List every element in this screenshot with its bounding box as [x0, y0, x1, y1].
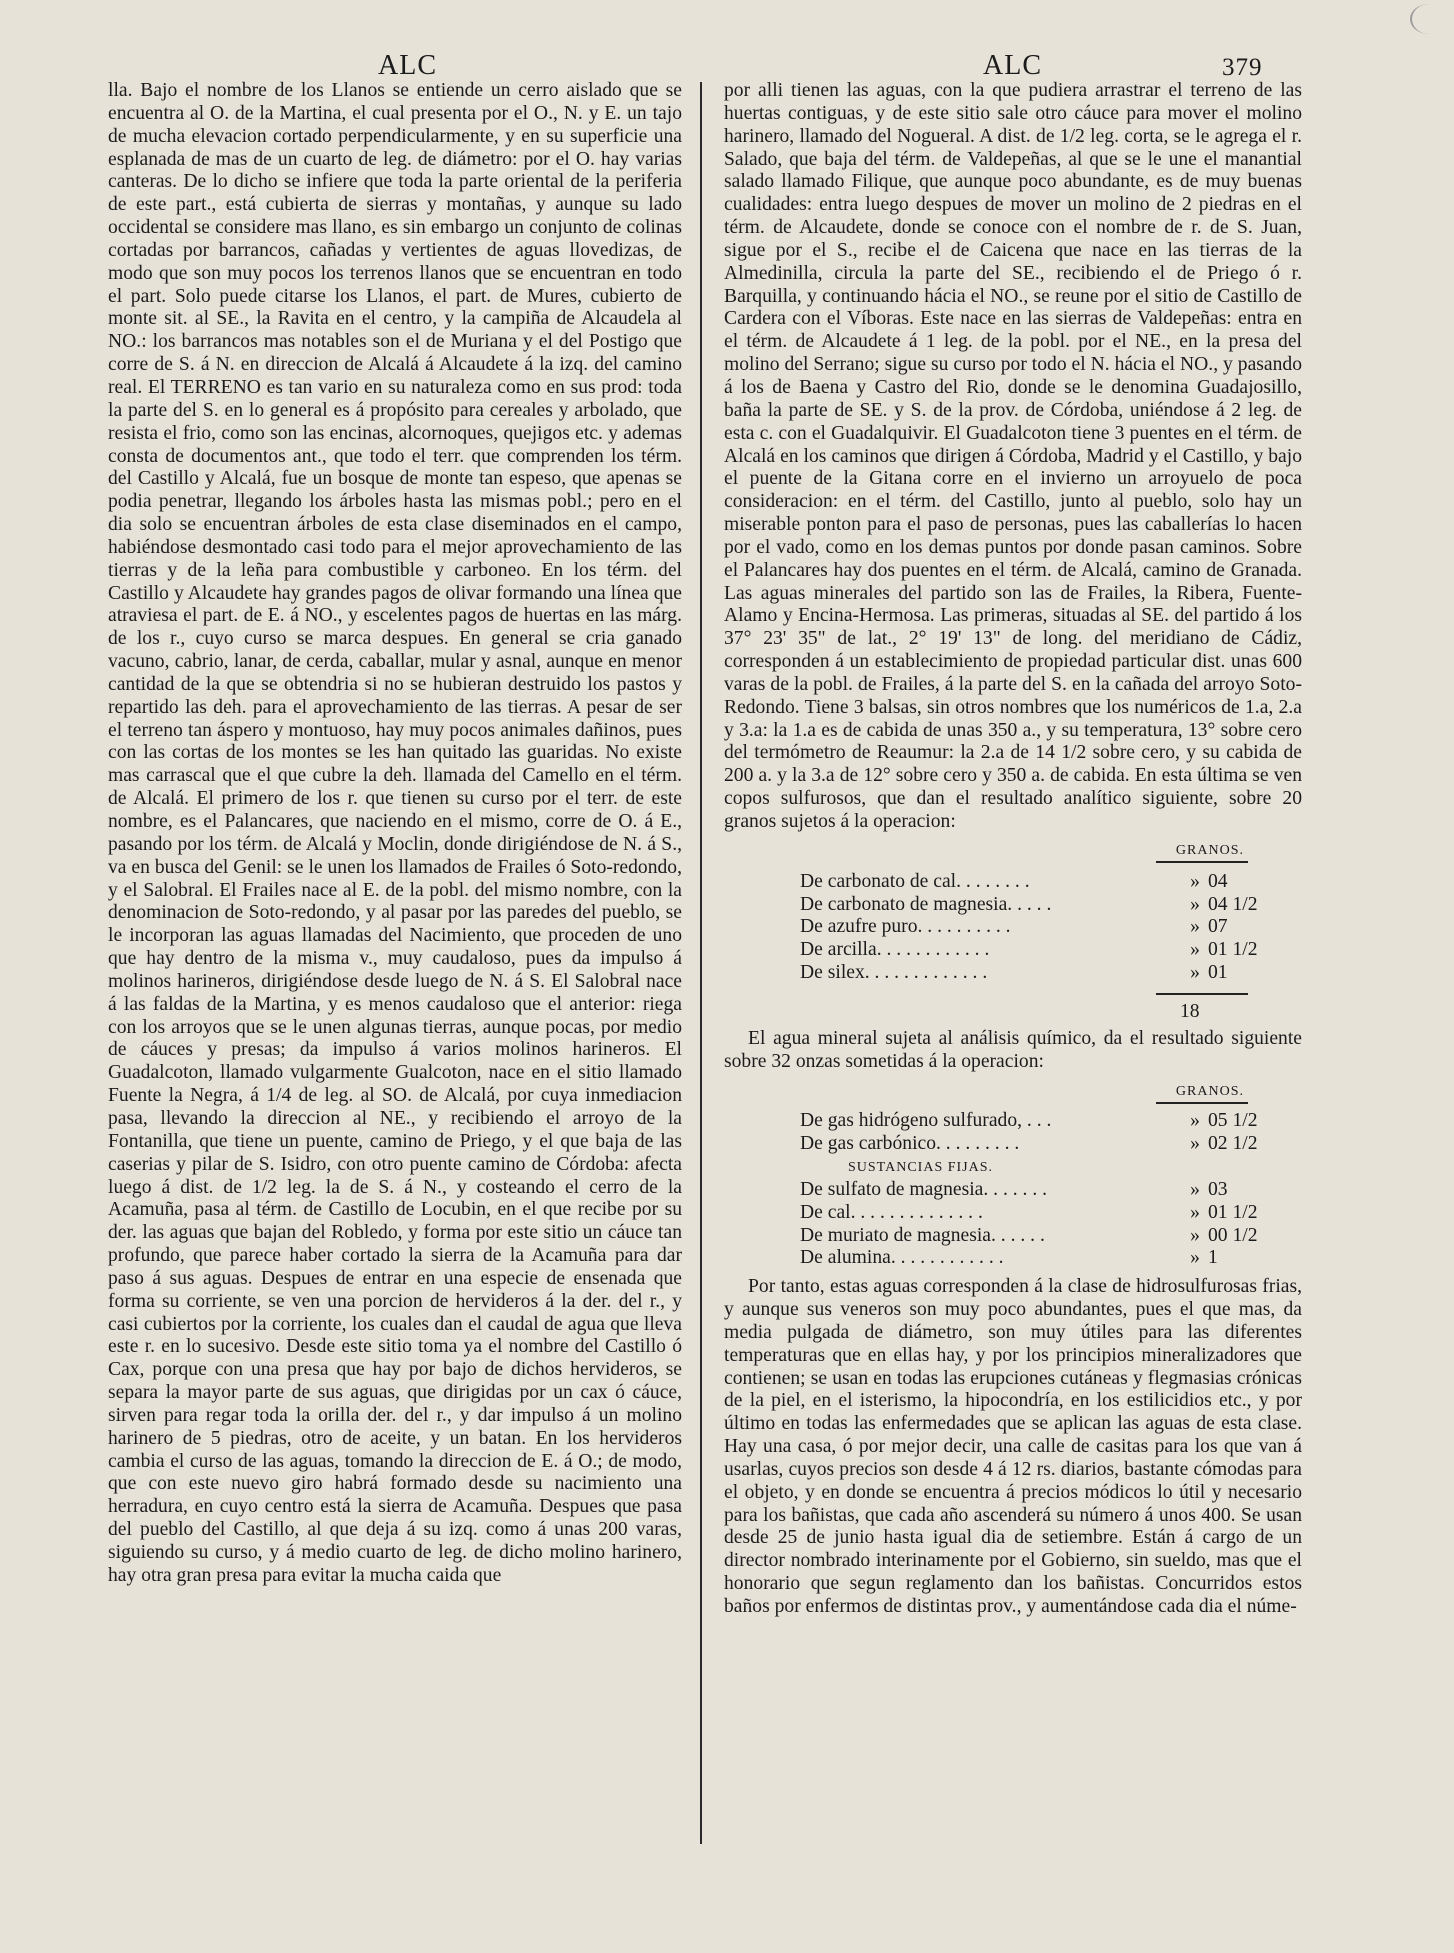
table2-header: GRANOS. — [1175, 1084, 1244, 1100]
table-row: De sulfato de magnesia. . . . . . . » 03 — [800, 1178, 1228, 1200]
page-corner-mark — [1410, 4, 1448, 34]
table1-header: GRANOS. — [1175, 842, 1244, 858]
table-row: De alumina. . . . . . . . . . . . » 1 — [800, 1247, 1218, 1269]
analysis-table-2 — [724, 1079, 1302, 1270]
table-row: De muriato de magnesia. . . . . . » 00 1/2 — [800, 1224, 1258, 1246]
table1-total: 18 — [1180, 1000, 1200, 1022]
table-row: De gas carbónico. . . . . . . . . » 02 1/2 — [800, 1133, 1258, 1155]
column-divider — [700, 82, 702, 1844]
table1-bottom-rule — [1156, 993, 1248, 995]
right-paragraph-top: por alli tienen las aguas, con la que pudiera arrastrar el terreno de las huertas contiguas, y de este sitio sale otro cáuce para mover el molino harinero, llamado del Nogueral. A dist. de 1/2 leg. corta, se le agrega el r. Salado, que baja del térm. de Valdepeñas, al que se le une el manantial salado llamado Filique, que aunque poco abundante, es de muy buenas cualidades: entra luego despues de mover un molino de 2 piedras en el térm. de Alcaudete, donde se conoce con el nombre de r. de S. Juan, sigue por el S., recibe el de Caicena que nace en las tierras de la Almedinilla, circula la parte del SE., recibiendo el de Priego ó r. Barquilla, y continuando hácia el NO., se reune por el sitio de Castillo de Cardera con el Víboras. Este nace en las sierras de Valdepeñas: entra en el térm. de Alcaudete á 1 leg. de la pobl. por el NE., en la presa del molino del Serrano; sigue su curso por todo el N. hácia el NO., y pasando á los de Baena y Castro del Rio, donde se le denomina Guadajosillo, baña la parte de SE. y S. de la prov. de Córdoba, uniéndose á 2 leg. de esta c. con el Guadalquivir. El Guadalcoton tiene 3 puentes en el térm. de Alcalá en los caminos que dirigen á Córdoba, Madrid y el Castillo, y bajo el puente de la Gitana corre en el invierno un arroyuelo de poca consideracion: en el térm. del Castillo, junto al pueblo, solo hay un miserable ponton para el paso de personas, pues las caballerías lo hacen por el vado, como en los demas puntos por donde pasan caminos. Sobre el Palancares hay dos puentes en el térm. de Alcalá, camino de Granada. Las aguas minerales del partido son las de Frailes, la Ribera, Fuente-Alamo y Encina-Hermosa. Las primeras, situadas al SE. del partido á los 37° 23' 35" de lat., 2° 19' 13" de long. del meridiano de Cádiz, corresponden á un establecimiento de propiedad particular dist. unas 600 varas de la pobl. de Frailes, á la parte del S. en la cañada del arroyo Soto-Redondo. Tiene 3 balsas, sin otros nombres que los numéricos de 1.a, 2.a y 3.a: la 1.a es de cabida de unas 350 a., y su temperatura, 13° sobre cero del termómetro de Reaumur: la 2.a de 14 1/2 sobre cero, y su cabida de 200 a. y la 3.a de 12° sobre cero y 350 a. de cabida. En esta última se ven copos sulfurosos, que dan el resultado analítico siguiente, sobre 20 granos sujetos á la operacion: — [724, 80, 1302, 832]
running-head-right: ALC — [983, 50, 1042, 81]
running-head-left: ALC — [378, 50, 437, 81]
table-row: De carbonato de magnesia. . . . . » 04 1/2 — [800, 893, 1258, 915]
table-row: De azufre puro. . . . . . . . . . » 07 — [800, 916, 1228, 938]
right-paragraph-mid: El agua mineral sujeta al análisis químico, da el resultado siguiente sobre 32 onzas sometidas á la operacion: — [724, 1027, 1302, 1072]
table-row: De carbonato de cal. . . . . . . . » 04 — [800, 870, 1228, 892]
table-row: De arcilla. . . . . . . . . . . . » 01 1/2 — [800, 939, 1258, 961]
table2-top-rule — [1156, 1102, 1248, 1104]
table2-subheader: SUSTANCIAS FIJAS. — [848, 1159, 994, 1175]
table-row: De silex. . . . . . . . . . . . . » 01 — [800, 962, 1228, 984]
table-row: De cal. . . . . . . . . . . . . . » 01 1/2 — [800, 1201, 1258, 1223]
table-row: De gas hidrógeno sulfurado, . . . » 05 1/2 — [800, 1110, 1258, 1132]
page-number: 379 — [1222, 54, 1263, 81]
analysis-table-1 — [724, 838, 1302, 1024]
right-paragraph-bottom: Por tanto, estas aguas corresponden á la clase de hidrosulfurosas frias, y aunque sus veneros son muy poco abundantes, pues el que mas, da media pulgada de diámetro, son muy útiles para las diferentes temperaturas que en ellas hay, y por los principios mineralizadores que contienen; se usan en todas las erupciones cutáneas y flegmasias crónicas de la piel, en el isterismo, la hipocondría, en los estilicidios etc., y por último en todas las enfermedades que se aplican las aguas de esta clase. Hay una casa, ó por mejor decir, una calle de casitas para los que van á usarlas, cuyos precios son desde 4 á 12 rs. diarios, bastante cómodas para el objeto, y en donde se encuentra á precios módicos lo útil y necesario para los bañistas, que cada año ascenderá su número á unos 400. Se usan desde 25 de junio hasta igual dia de setiembre. Están á cargo de un director nombrado interinamente por el Gobierno, sin sueldo, mas que el honorario que segun reglamento dan los bañistas. Concurridos estos baños por enfermos de distintas prov., y aumentándose cada dia el núme- — [724, 1276, 1302, 1617]
right-column — [724, 80, 1302, 1619]
left-column — [108, 80, 682, 1588]
left-column-text: lla. Bajo el nombre de los Llanos se entiende un cerro aislado que se encuentra al O. de la Martina, el cual presenta por el O., N. y E. un tajo de mucha elevacion cortado perpendicularmente, y en su superficie una esplanada de mas de un cuarto de leg. de diámetro: por el O. hay varias canteras. De lo dicho se infiere que toda la parte oriental de la periferia de este part., está cubierta de sierras y montañas, y aunque su lado occidental se considere mas llano, es sin embargo un conjunto de colinas cortadas por barrancos, cañadas y vertientes de aguas llovedizas, de modo que son muy pocos los terrenos llanos que se encuentran en todo el part. Solo puede citarse los Llanos, el part. de Mures, cubierto de monte sit. al SE., la Ravita en el centro, y la campiña de Alcaudela al NO.: los barrancos mas notables son el de Muriana y el del Postigo que corre de S. á N. en direccion de Alcalá á Alcaudete á la izq. del camino real. El TERRENO es tan vario en su naturaleza como en sus prod: toda la parte del S. en lo general es á propósito para cereales y arbolado, que resista el frio, como son las encinas, alcornoques, quejigos etc. y ademas consta de documentos ant., que todo el terr. que comprenden los térm. del Castillo y Alcalá, fue un bosque de monte tan espeso, que apenas se podia penetrar, llegando los árboles hasta las mismas pobl.; pero en el dia solo se encuentran árboles de esta clase diseminados en el campo, habiéndose desmontado casi todo para el mejor aprovechamiento de las tierras y de la leña para combustible y carboneo. En los térm. del Castillo y Alcaudete hay grandes pagos de olivar formando una línea que atraviesa el part. de E. á NO., y escelentes pagos de huertas en las márg. de los r., cuyo curso se marca despues. En general se cria ganado vacuno, cabrio, lanar, de cerda, caballar, mular y asnal, aunque en menor cantidad de la que se obtendria si no se hubieran destruido los pastos y repartido las deh. para el aprovechamiento de las tierras. A pesar de ser el terreno tan áspero y montuoso, hay muy pocos animales dañinos, pues con las cortas de los montes se les han quitado las guaridas. No existe mas carrascal que el que cubre la deh. llamada del Camello en el térm. de Alcalá. El primero de los r. que tienen su curso por el terr. de este nombre, es el Palancares, que naciendo en el mismo, corre de O. á E., pasando por los térm. de Alcalá y Moclin, donde dirigiéndose de N. á S., va en busca del Genil: se le unen los llamados de Frailes ó Soto-redondo, y el Salobral. El Frailes nace al E. de la pobl. del mismo nombre, con la denominacion de Soto-redondo, y al pasar por las paredes del pueblo, se le incorporan las aguas llamadas del Nacimiento, que proceden de uno que hay dentro de la misma v., muy caudaloso, pues da impulso á molinos harineros, dirigiéndose desde luego de N. á S. El Salobral nace á las faldas de la Martina, y es menos caudaloso que el anterior: riega con los arroyos que se le unen algunas tierras, aunque pocas, por medio de cáuces y presas; da impulso á varios molinos harineros. El Guadalcoton, llamado vulgarmente Gualcoton, nace en el sitio llamado Fuente la Negra, á 1/4 de leg. al SO. de Alcalá, por cuya inmediacion pasa, llevando la direccion al NE., y recibiendo el arroyo de la Fontanilla, que tiene un puente, camino de Priego, y el que baja de las caserias y pilar de S. Isidro, con otro puente camino de Córdoba: afecta luego á dist. de 1/2 leg. la de S. á N., y costeando el cerro de la Acamuña, pasa al térm. de Castillo de Locubin, en el que recibe por su der. las aguas que bajan del Robledo, y forma por este sitio un cáuce tan profundo, que parece haber cortado la sierra de la Acamuña para dar paso á sus aguas. Despues de entrar en una especie de ensenada que forma su corriente, se ven una porcion de hervideros á la der. del r., y casi cubiertos por la corriente, los cuales dan el caudal de agua que lleva este r. en lo sucesivo. Desde este sitio toma ya el nombre del Castillo ó Cax, porque con una presa que hay por bajo de dichos hervideros, se separa la mayor parte de sus aguas, que dirigidas por un cax ó cáuce, sirven para regar toda la orilla der. del r., y dar impulso á un molino harinero de 5 piedras, otro de aceite, y un batan. En los hervideros cambia el curso de las aguas, tomando la direccion de E. á O.; de modo, que con este nuevo giro habrá formado desde su nacimiento una herradura, en cuyo centro está la sierra de Acamuña. Despues que pasa del pueblo del Castillo, al que deja á su izq. como á unas 200 varas, siguiendo su curso, y á medio cuarto de leg. de dicho molino harinero, hay otra gran presa para evitar la mucha caida que — [108, 80, 682, 1586]
